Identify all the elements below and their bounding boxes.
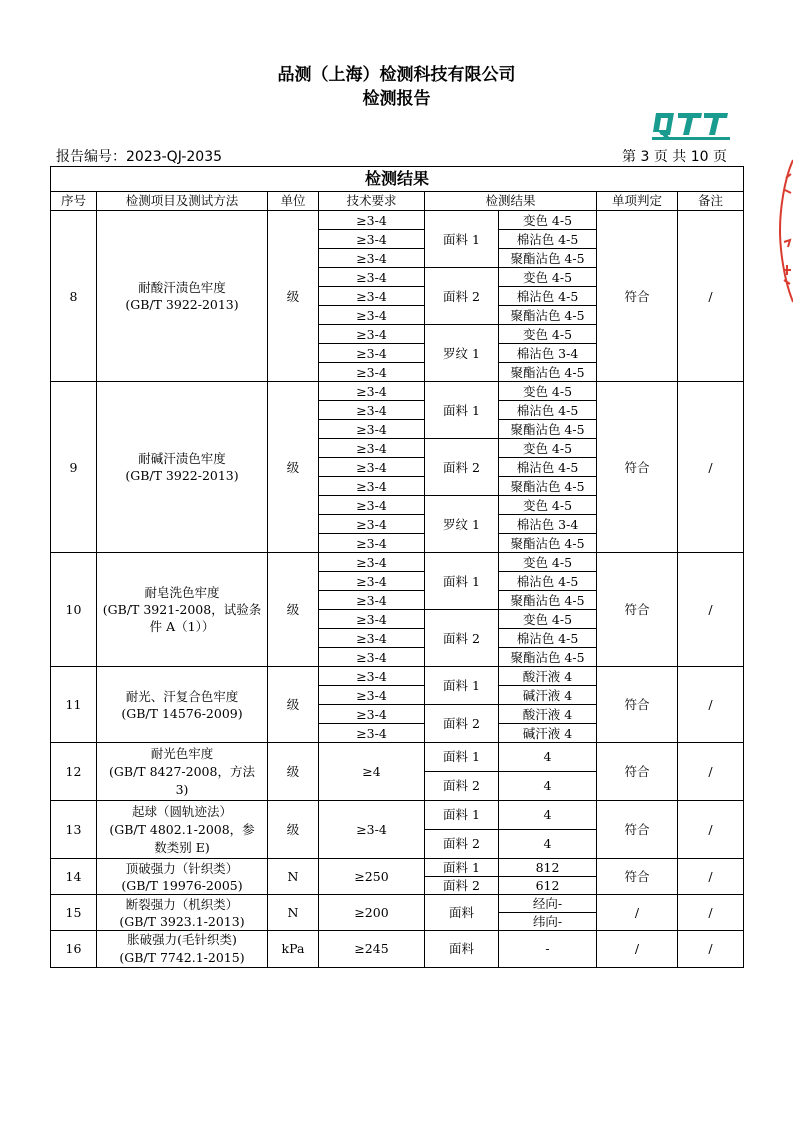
result-value: 变色 4-5 — [499, 496, 597, 515]
sample-name: 面料 1 — [425, 667, 499, 705]
requirement: ≥3-4 — [319, 249, 425, 268]
row-no: 14 — [51, 859, 97, 895]
sample-name: 面料 2 — [425, 268, 499, 325]
seal-stamp-fragment — [770, 150, 793, 310]
result-value: 棉沾色 4-5 — [499, 287, 597, 306]
unit: 级 — [268, 743, 319, 801]
sample-name: 面料 — [425, 895, 499, 931]
col-header-verdict: 单项判定 — [597, 192, 678, 211]
requirement: ≥3-4 — [319, 686, 425, 705]
table-row — [51, 859, 744, 877]
requirement: ≥3-4 — [319, 268, 425, 287]
unit: N — [268, 895, 319, 931]
result-value: 聚酯沾色 4-5 — [499, 306, 597, 325]
result-value: 经向- — [499, 895, 597, 913]
remark: / — [678, 895, 744, 931]
result-value: 4 — [499, 772, 597, 801]
result-value: 612 — [499, 877, 597, 895]
table-row — [51, 553, 744, 572]
test-item: 耐光、汗复合色牢度 (GB/T 14576-2009) — [97, 667, 268, 743]
sample-name: 面料 2 — [425, 830, 499, 859]
sample-name: 面料 1 — [425, 382, 499, 439]
verdict: / — [597, 895, 678, 931]
result-value: 聚酯沾色 4-5 — [499, 591, 597, 610]
col-header-unit: 单位 — [268, 192, 319, 211]
result-value: 变色 4-5 — [499, 211, 597, 230]
remark: / — [678, 801, 744, 859]
table-row — [51, 382, 744, 401]
requirement: ≥200 — [319, 895, 425, 931]
unit: 级 — [268, 553, 319, 667]
row-no: 9 — [51, 382, 97, 553]
requirement: ≥3-4 — [319, 344, 425, 363]
remark: / — [678, 382, 744, 553]
result-value: 4 — [499, 801, 597, 830]
unit: kPa — [268, 931, 319, 968]
requirement: ≥3-4 — [319, 477, 425, 496]
sample-name: 罗纹 1 — [425, 325, 499, 382]
result-value: 棉沾色 3-4 — [499, 515, 597, 534]
requirement: ≥3-4 — [319, 420, 425, 439]
unit: 级 — [268, 801, 319, 859]
result-value: 棉沾色 4-5 — [499, 401, 597, 420]
report-number: 报告编号：2023-QJ-2035 — [56, 149, 223, 165]
col-header-result: 检测结果 — [425, 192, 597, 211]
result-value: - — [499, 931, 597, 968]
result-value: 变色 4-5 — [499, 553, 597, 572]
test-item: 断裂强力（机织类） (GB/T 3923.1-2013) — [97, 895, 268, 931]
remark: / — [678, 667, 744, 743]
result-value: 聚酯沾色 4-5 — [499, 477, 597, 496]
row-no: 13 — [51, 801, 97, 859]
table-caption: 检测结果 — [51, 167, 744, 192]
result-value: 酸汗液 4 — [499, 667, 597, 686]
col-header-no: 序号 — [51, 192, 97, 211]
result-value: 棉沾色 4-5 — [499, 230, 597, 249]
sample-name: 面料 2 — [425, 610, 499, 667]
requirement: ≥3-4 — [319, 363, 425, 382]
test-item: 胀破强力(毛针织类) (GB/T 7742.1-2015) — [97, 931, 268, 968]
sample-name: 面料 1 — [425, 743, 499, 772]
verdict: / — [597, 931, 678, 968]
table-row — [51, 743, 744, 772]
remark: / — [678, 211, 744, 382]
unit: 级 — [268, 667, 319, 743]
result-value: 棉沾色 3-4 — [499, 344, 597, 363]
verdict: 符合 — [597, 743, 678, 801]
result-value: 变色 4-5 — [499, 268, 597, 287]
remark: / — [678, 743, 744, 801]
test-item: 耐酸汗渍色牢度 (GB/T 3922-2013) — [97, 211, 268, 382]
row-no: 10 — [51, 553, 97, 667]
report-title: 检测报告 — [362, 89, 431, 109]
col-header-remark: 备注 — [678, 192, 744, 211]
requirement: ≥250 — [319, 859, 425, 895]
table-row — [51, 931, 744, 968]
sample-name: 面料 2 — [425, 439, 499, 496]
requirement: ≥3-4 — [319, 306, 425, 325]
requirement: ≥3-4 — [319, 629, 425, 648]
sample-name: 面料 2 — [425, 877, 499, 895]
row-no: 12 — [51, 743, 97, 801]
unit: 级 — [268, 211, 319, 382]
unit: N — [268, 859, 319, 895]
result-value: 棉沾色 4-5 — [499, 458, 597, 477]
sample-name: 面料 2 — [425, 772, 499, 801]
result-value: 聚酯沾色 4-5 — [499, 420, 597, 439]
sample-name: 面料 1 — [425, 211, 499, 268]
requirement: ≥3-4 — [319, 705, 425, 724]
result-value: 棉沾色 4-5 — [499, 572, 597, 591]
result-value: 变色 4-5 — [499, 325, 597, 344]
result-value: 聚酯沾色 4-5 — [499, 534, 597, 553]
verdict: 符合 — [597, 801, 678, 859]
requirement: ≥3-4 — [319, 382, 425, 401]
result-value: 纬向- — [499, 913, 597, 931]
test-item: 耐皂洗色牢度 (GB/T 3921-2008，试验条 件 A（1）） — [97, 553, 268, 667]
requirement: ≥3-4 — [319, 458, 425, 477]
row-no: 15 — [51, 895, 97, 931]
sample-name: 面料 2 — [425, 705, 499, 743]
result-value: 4 — [499, 830, 597, 859]
sample-name: 面料 1 — [425, 553, 499, 610]
requirement: ≥3-4 — [319, 553, 425, 572]
result-value: 聚酯沾色 4-5 — [499, 249, 597, 268]
results-table — [50, 166, 744, 968]
result-value: 4 — [499, 743, 597, 772]
company-name: 品测（上海）检测科技有限公司 — [277, 65, 516, 85]
sample-name: 面料 — [425, 931, 499, 968]
requirement: ≥3-4 — [319, 572, 425, 591]
requirement: ≥3-4 — [319, 801, 425, 859]
requirement: ≥3-4 — [319, 667, 425, 686]
requirement: ≥3-4 — [319, 287, 425, 306]
remark: / — [678, 859, 744, 895]
table-row — [51, 801, 744, 830]
result-value: 酸汗液 4 — [499, 705, 597, 724]
requirement: ≥4 — [319, 743, 425, 801]
test-item: 顶破强力（针织类） (GB/T 19976-2005) — [97, 859, 268, 895]
sample-name: 罗纹 1 — [425, 496, 499, 553]
remark: / — [678, 931, 744, 968]
result-value: 812 — [499, 859, 597, 877]
row-no: 11 — [51, 667, 97, 743]
requirement: ≥3-4 — [319, 534, 425, 553]
requirement: ≥3-4 — [319, 401, 425, 420]
remark: / — [678, 553, 744, 667]
verdict: 符合 — [597, 382, 678, 553]
col-header-requirement: 技术要求 — [319, 192, 425, 211]
column-header-row — [51, 192, 744, 211]
requirement: ≥3-4 — [319, 610, 425, 629]
verdict: 符合 — [597, 667, 678, 743]
requirement: ≥3-4 — [319, 648, 425, 667]
result-value: 碱汗液 4 — [499, 686, 597, 705]
requirement: ≥3-4 — [319, 496, 425, 515]
result-value: 碱汗液 4 — [499, 724, 597, 743]
test-item: 耐光色牢度 (GB/T 8427-2008，方法 3) — [97, 743, 268, 801]
verdict: 符合 — [597, 211, 678, 382]
requirement: ≥3-4 — [319, 230, 425, 249]
requirement: ≥3-4 — [319, 211, 425, 230]
sample-name: 面料 1 — [425, 859, 499, 877]
test-item: 耐碱汗渍色牢度 (GB/T 3922-2013) — [97, 382, 268, 553]
result-value: 变色 4-5 — [499, 382, 597, 401]
verdict: 符合 — [597, 553, 678, 667]
verdict: 符合 — [597, 859, 678, 895]
requirement: ≥3-4 — [319, 724, 425, 743]
requirement: ≥3-4 — [319, 515, 425, 534]
qtt-logo — [650, 108, 732, 142]
result-value: 棉沾色 4-5 — [499, 629, 597, 648]
table-row — [51, 211, 744, 230]
col-header-item: 检测项目及测试方法 — [97, 192, 268, 211]
result-value: 聚酯沾色 4-5 — [499, 363, 597, 382]
requirement: ≥3-4 — [319, 439, 425, 458]
sample-name: 面料 1 — [425, 801, 499, 830]
row-no: 8 — [51, 211, 97, 382]
page-info: 第 3 页 共 10 页 — [622, 149, 727, 165]
table-row — [51, 667, 744, 686]
requirement: ≥245 — [319, 931, 425, 968]
unit: 级 — [268, 382, 319, 553]
requirement: ≥3-4 — [319, 325, 425, 344]
requirement: ≥3-4 — [319, 591, 425, 610]
result-value: 变色 4-5 — [499, 610, 597, 629]
result-value: 变色 4-5 — [499, 439, 597, 458]
table-row — [51, 895, 744, 913]
result-value: 聚酯沾色 4-5 — [499, 648, 597, 667]
test-item: 起球（圆轨迹法） (GB/T 4802.1-2008，参 数类别 E) — [97, 801, 268, 859]
row-no: 16 — [51, 931, 97, 968]
